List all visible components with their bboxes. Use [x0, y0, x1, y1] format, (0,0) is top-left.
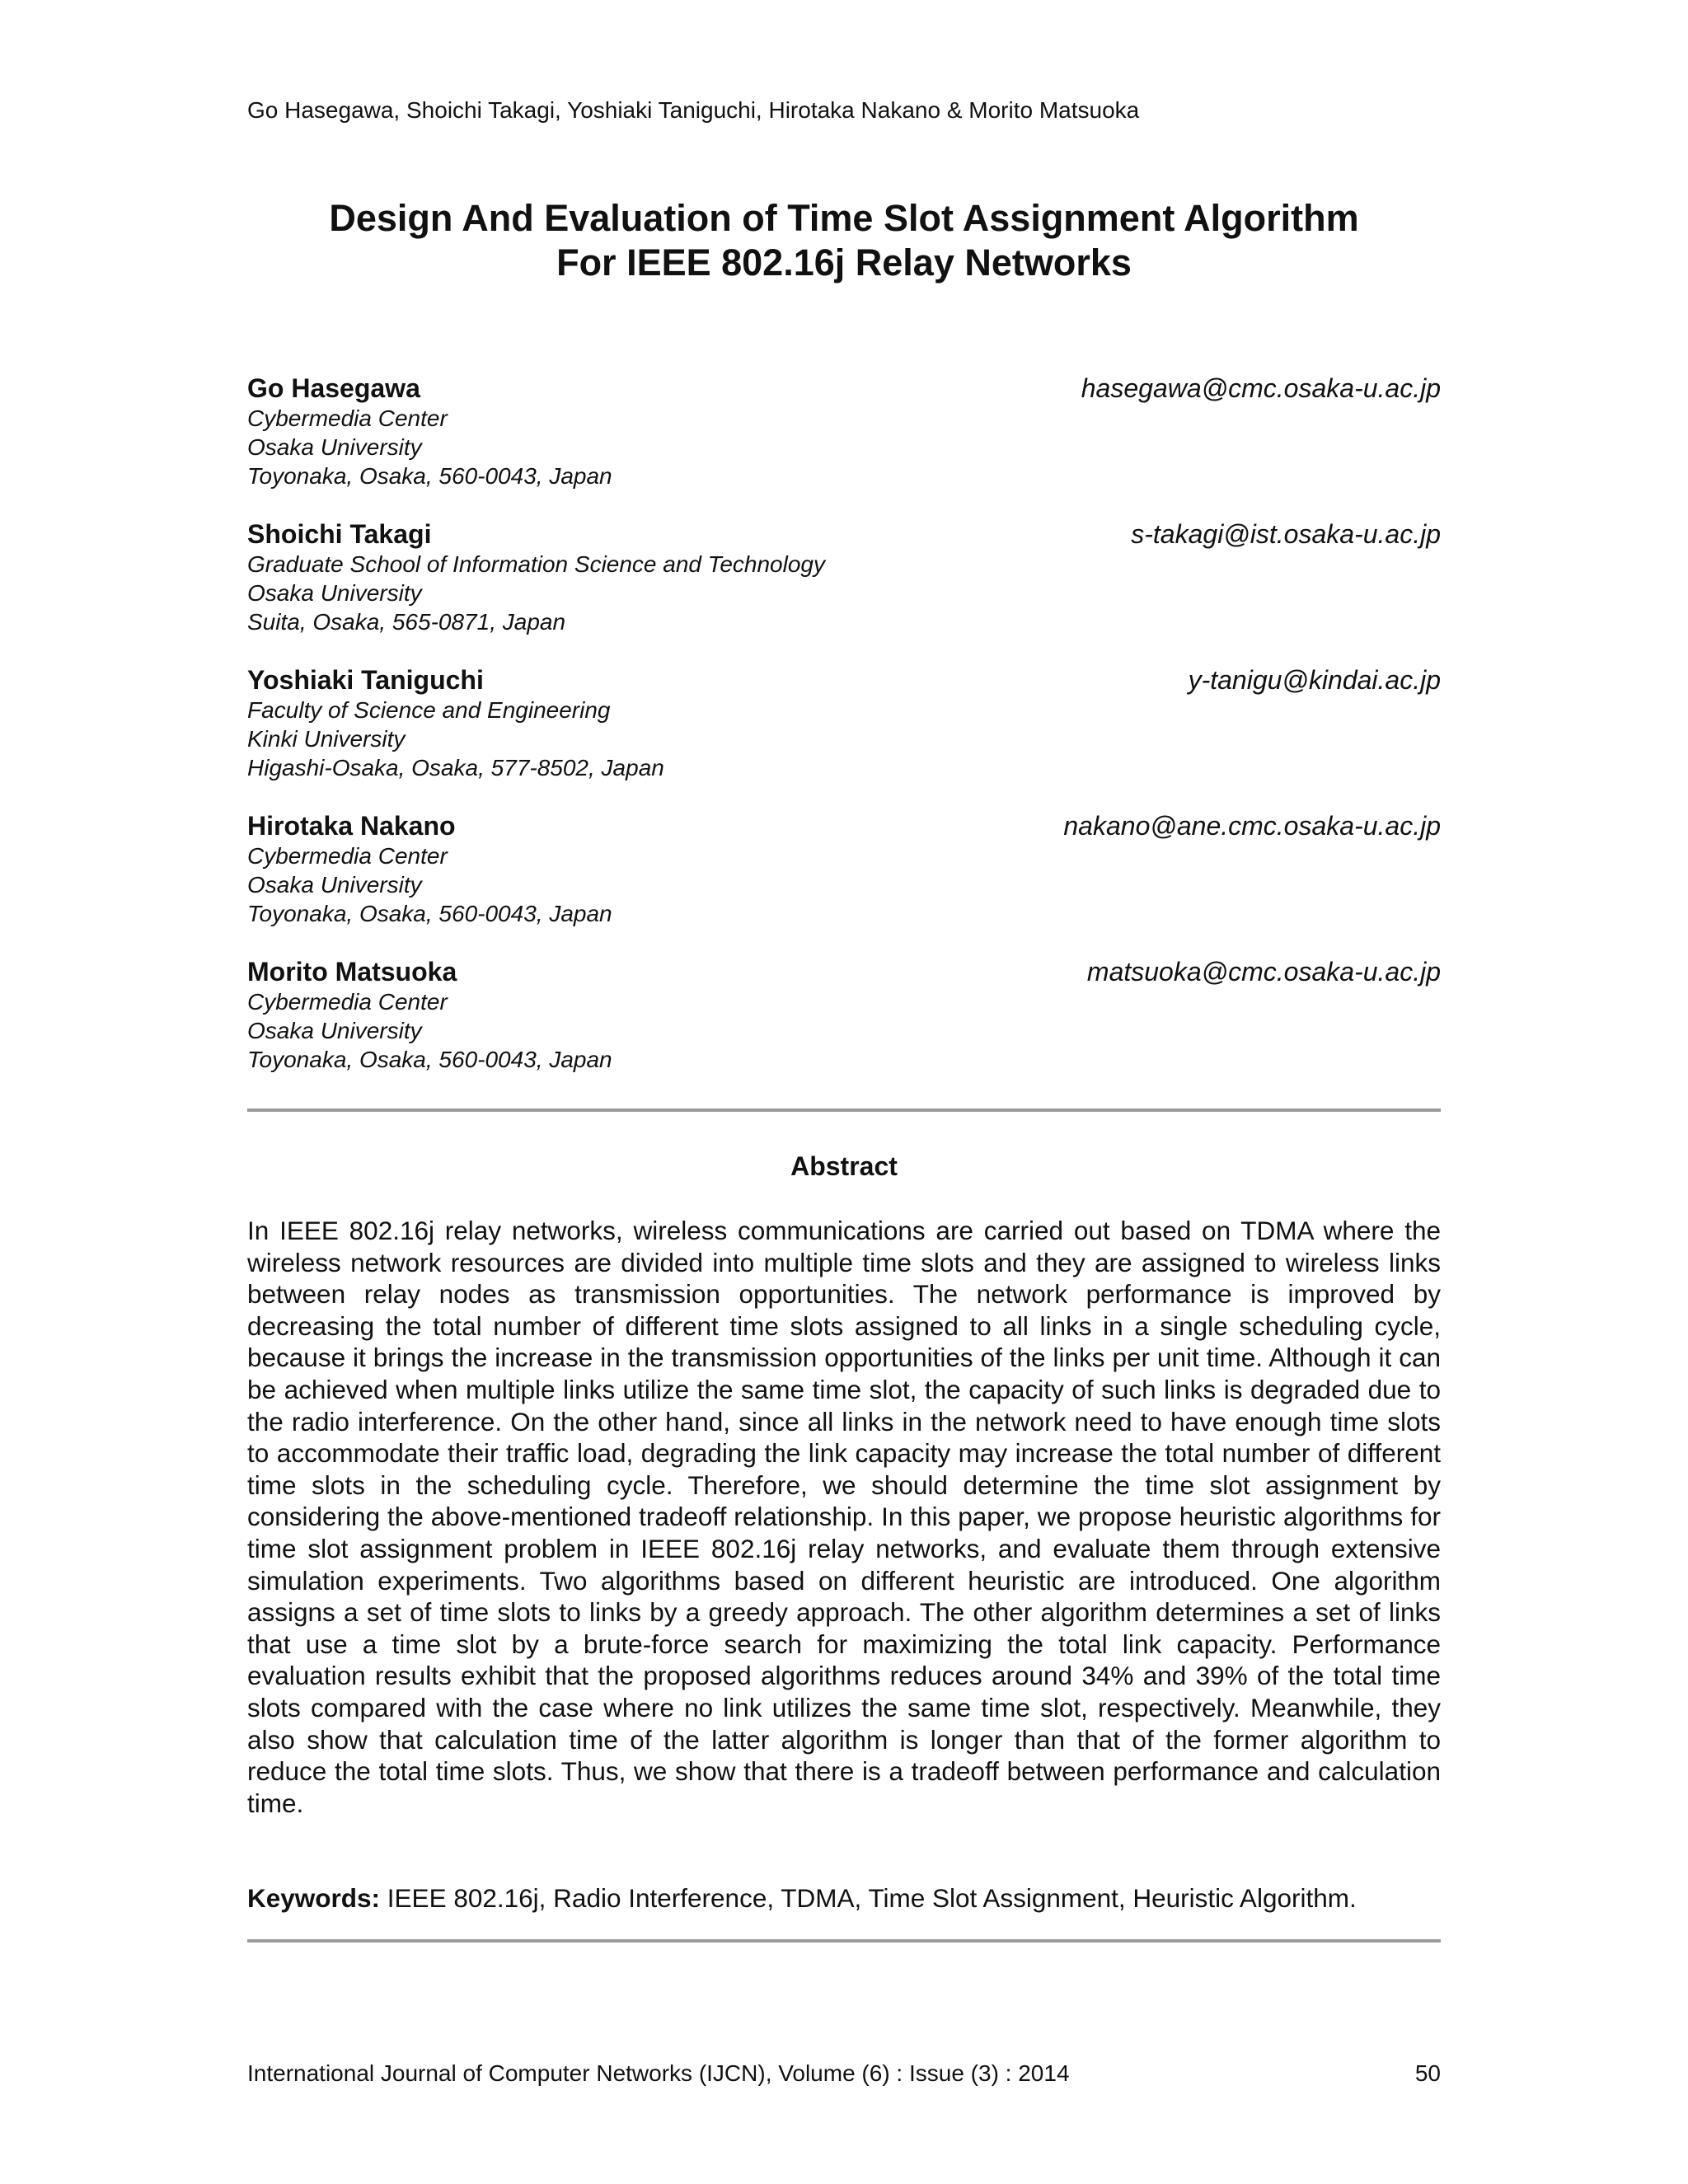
author-affiliation-line: Osaka University	[247, 434, 422, 460]
footer-journal-citation: International Journal of Computer Networks (IJCN), Volume (6) : Issue (3) : 2014	[247, 2060, 1070, 2086]
author-email: matsuoka@cmc.osaka-u.ac.jp	[1086, 957, 1441, 987]
author-email: hasegawa@cmc.osaka-u.ac.jp	[1081, 373, 1441, 403]
author-affiliation-line: Cybermedia Center	[247, 989, 448, 1015]
author-affiliation-line: Osaka University	[247, 580, 422, 606]
section-divider-bottom	[247, 1939, 1441, 1943]
author-name: Hirotaka Nakano	[247, 811, 456, 841]
author-affiliation-line: Cybermedia Center	[247, 843, 448, 869]
author-email: s-takagi@ist.osaka-u.ac.jp	[1131, 519, 1441, 549]
author-name: Shoichi Takagi	[247, 519, 432, 549]
author-affiliation-line: Kinki University	[247, 726, 406, 752]
section-divider-top	[247, 1108, 1441, 1112]
author-name: Morito Matsuoka	[247, 957, 457, 987]
author-affiliation-line: Osaka University	[247, 1018, 422, 1043]
author-list	[247, 373, 1441, 1102]
author-affiliation-line: Toyonaka, Osaka, 560-0043, Japan	[247, 463, 612, 489]
author-block	[247, 664, 1441, 780]
paper-title	[247, 196, 1441, 285]
author-name: Go Hasegawa	[247, 373, 420, 403]
author-block	[247, 810, 1441, 926]
author-affiliation-line: Cybermedia Center	[247, 405, 448, 431]
abstract-heading: Abstract	[790, 1151, 898, 1181]
paper-title-line-2: For IEEE 802.16j Relay Networks	[556, 241, 1132, 284]
abstract-text: In IEEE 802.16j relay networks, wireless communications are carried out based on TDMA where the wireless network resources are divided into multiple time slots and they are assigned to wireless links between relay nodes as transmission opportunities. The network performance is improved by decreasing the total number of different time slots assigned to all links in a single scheduling cycle, because it brings the increase in the transmission opportunities of the links per unit time. Although it can be achieved when multiple links utilize the same time slot, the capacity of such links is degraded due to the radio interference. On the other hand, since all links in the network need to have enough time slots to accommodate their traffic load, degrading the link capacity may increase the total number of different time slots in the scheduling cycle. Therefore, we should determine the time slot assignment by considering the above-mentioned tradeoff relationship. In this paper, we propose heuristic algorithms for time slot assignment problem in IEEE 802.16j relay networks, and evaluate them through extensive simulation experiments. Two algorithms based on different heuristic are introduced. One algorithm assigns a set of time slots to links by a greedy approach. The other algorithm determines a set of links that use a time slot by a brute-force search for maximizing the total link capacity. Performance evaluation results exhibit that the proposed algorithms reduces around 34% and 39% of the total time slots compared with the case where no link utilizes the same time slot, respectively. Meanwhile, they also show that calculation time of the latter algorithm is longer than that of the former algorithm to reduce the total time slots. Thus, we show that there is a tradeoff between performance and calculation time.	[247, 1216, 1441, 1818]
author-affiliation-line: Suita, Osaka, 565-0871, Japan	[247, 609, 566, 635]
author-email: y-tanigu@kindai.ac.jp	[1188, 665, 1441, 695]
keywords-line	[247, 1882, 1441, 1914]
author-email: nakano@ane.cmc.osaka-u.ac.jp	[1063, 811, 1441, 841]
author-affiliation-line: Faculty of Science and Engineering	[247, 697, 611, 723]
author-affiliation-line: Higashi-Osaka, Osaka, 577-8502, Japan	[247, 755, 664, 780]
author-affiliation-line: Osaka University	[247, 872, 422, 898]
author-affiliation-line: Graduate School of Information Science and Technology	[247, 551, 825, 577]
author-block	[247, 956, 1441, 1071]
author-affiliation-line: Toyonaka, Osaka, 560-0043, Japan	[247, 1047, 612, 1072]
running-header: Go Hasegawa, Shoichi Takagi, Yoshiaki Taniguchi, Hirotaka Nakano & Morito Matsuoka	[247, 97, 1140, 123]
author-name: Yoshiaki Taniguchi	[247, 665, 484, 695]
author-block	[247, 373, 1441, 488]
keywords-text: IEEE 802.16j, Radio Interference, TDMA, Time Slot Assignment, Heuristic Algorithm.	[380, 1883, 1357, 1913]
paper-title-line-1: Design And Evaluation of Time Slot Assignment Algorithm	[329, 197, 1359, 239]
author-affiliation-line: Toyonaka, Osaka, 560-0043, Japan	[247, 901, 612, 926]
footer-page-number: 50	[1414, 2060, 1441, 2086]
keywords-label: Keywords:	[247, 1883, 381, 1913]
author-block	[247, 518, 1441, 634]
